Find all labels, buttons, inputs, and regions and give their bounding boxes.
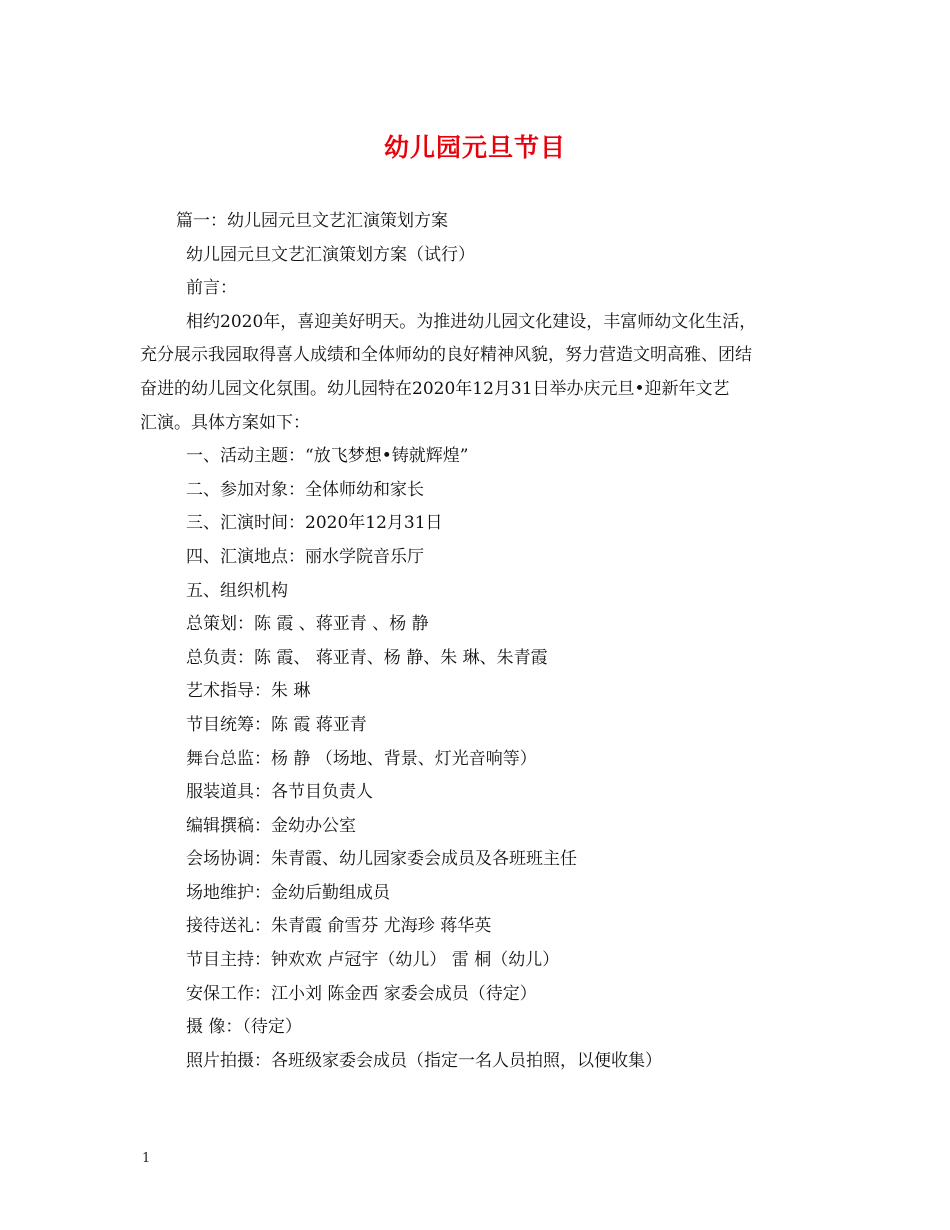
- list-item: 总策划：陈 霞 、蒋亚青 、杨 静: [186, 614, 429, 635]
- list-item: 场地维护：金幼后勤组成员: [186, 882, 390, 903]
- list-item: 照片拍摄：各班级家委会成员（指定一名人员拍照，以便收集）: [186, 1050, 662, 1071]
- list-item: 二、参加对象：全体师幼和家长: [186, 479, 424, 500]
- list-item: 会场协调：朱青霞、幼儿园家委会成员及各班班主任: [186, 849, 577, 870]
- paragraph-line: 相约2020年，喜迎美好明天。为推进幼儿园文化建设，丰富师幼文化生活，: [186, 311, 757, 332]
- paragraph-line: 汇演。具体方案如下：: [140, 412, 310, 433]
- list-item: 五、组织机构: [186, 580, 288, 601]
- list-item: 总负责：陈 霞、 蒋亚青、杨 静、朱 琳、朱青霞: [186, 647, 548, 668]
- document-body: [140, 205, 815, 1078]
- list-item: 舞台总监：杨 静 （场地、背景、灯光音响等）: [186, 748, 537, 769]
- list-item: 摄 像：（待定）: [186, 1017, 302, 1038]
- paragraph-line: 奋进的幼儿园文化氛围。幼儿园特在2020年12月31日举办庆元旦•迎新年文艺: [140, 378, 730, 399]
- list-item: 节目主持：钟欢欢 卢冠宇（幼儿） 雷 桐（幼儿）: [186, 950, 560, 971]
- list-item: 三、汇演时间：2020年12月31日: [186, 513, 443, 534]
- list-item: 服装道具：各节目负责人: [186, 782, 373, 803]
- paragraph-line: 充分展示我园取得喜人成绩和全体师幼的良好精神风貌，努力营造文明高雅、团结: [140, 345, 752, 366]
- list-item: 艺术指导：朱 琳: [186, 681, 311, 702]
- list-item: 节目统筹：陈 霞 蒋亚青: [186, 714, 367, 735]
- list-item: 接待送礼：朱青霞 俞雪芬 尤海珍 蒋华英: [186, 916, 492, 937]
- list-item: 一、活动主题：“放飞梦想•铸就辉煌”: [186, 446, 469, 467]
- list-item: 四、汇演地点：丽水学院音乐厅: [186, 546, 424, 567]
- section-heading: 篇一：幼儿园元旦文艺汇演策划方案: [176, 211, 448, 231]
- page-number: 1: [142, 1151, 151, 1166]
- list-item: 安保工作：江小刘 陈金西 家委会成员（待定）: [186, 983, 537, 1004]
- plan-subtitle: 幼儿园元旦文艺汇演策划方案（试行）: [186, 244, 475, 265]
- document-title: 幼儿园元旦节目: [383, 133, 566, 162]
- list-item: 编辑撰稿：金幼办公室: [186, 815, 356, 836]
- preface-label: 前言：: [186, 278, 237, 299]
